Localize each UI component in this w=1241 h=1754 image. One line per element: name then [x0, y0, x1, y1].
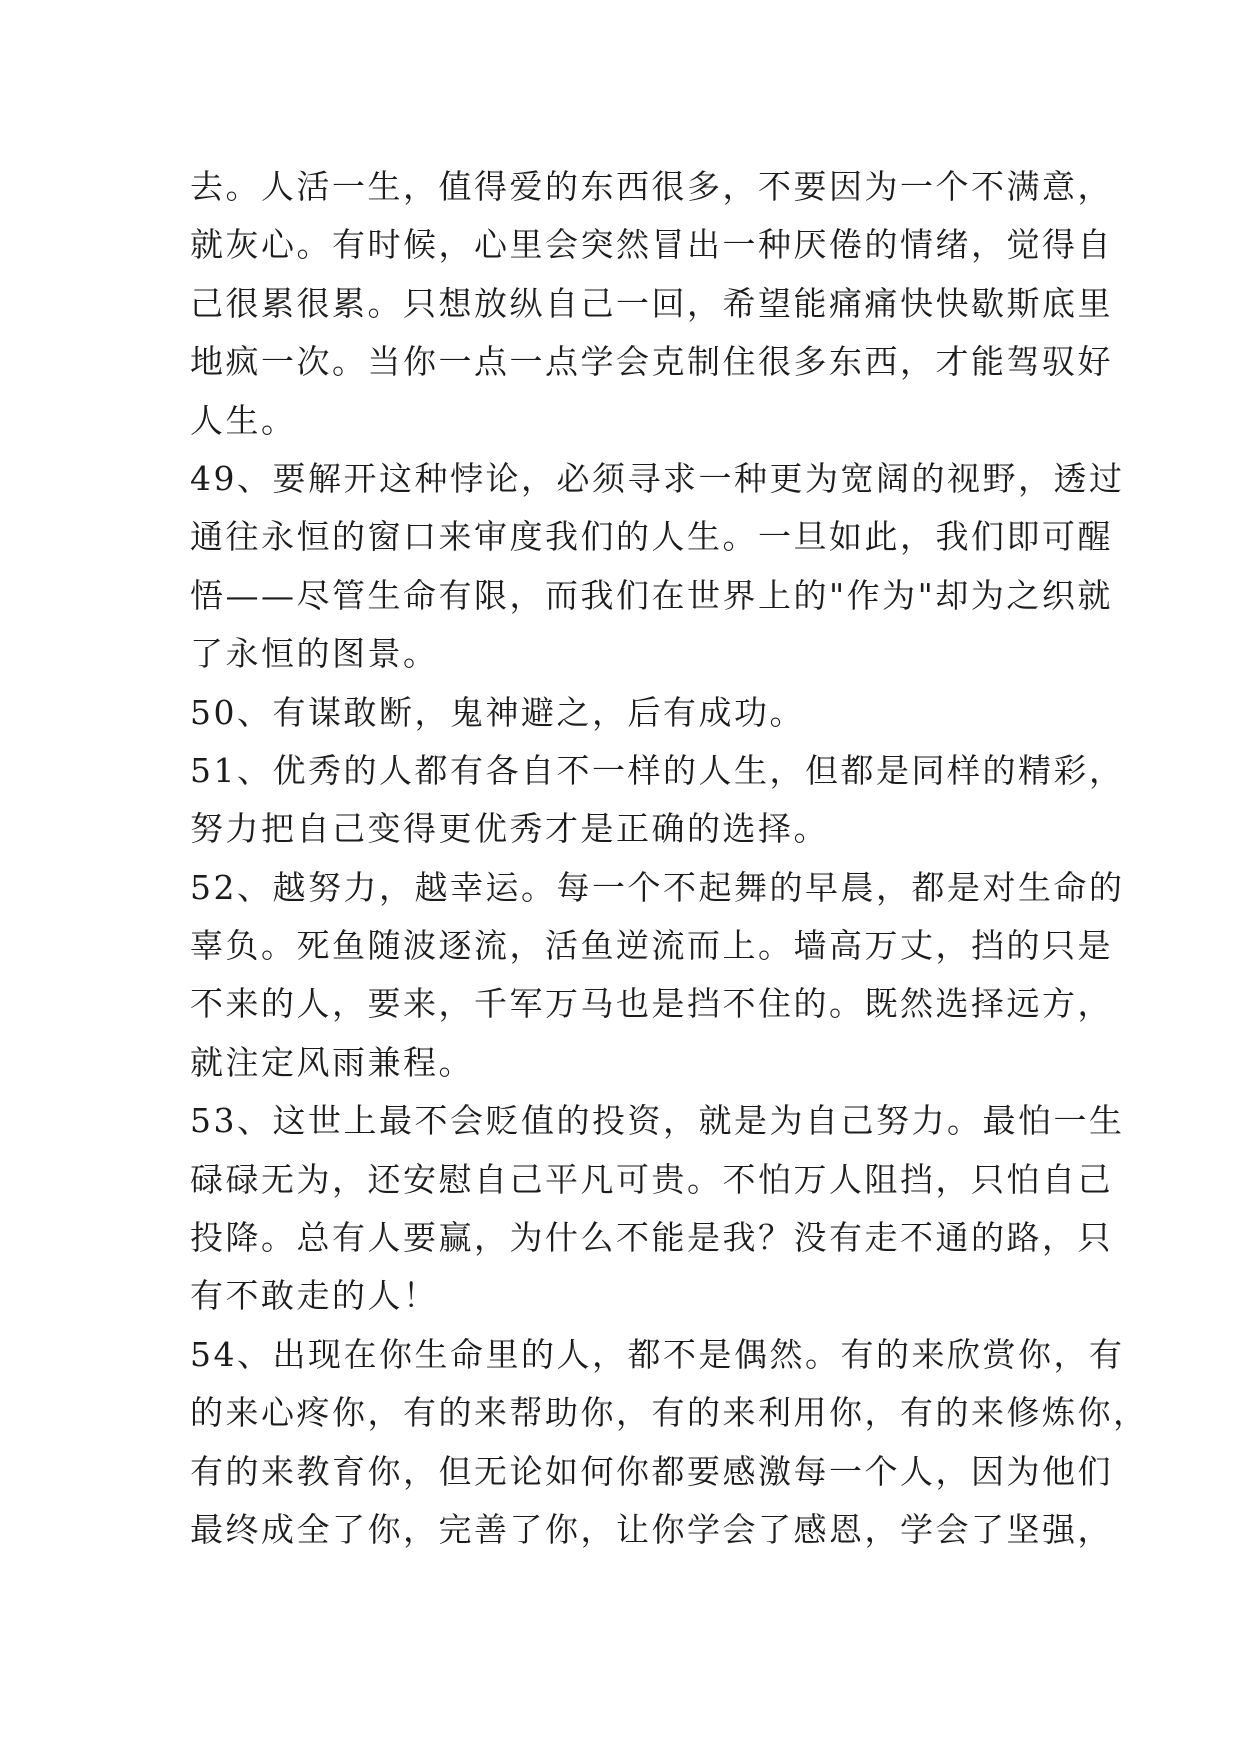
- body-text: [190, 158, 1149, 1559]
- text-line: 努力把自己变得更优秀才是正确的选择。: [190, 809, 829, 849]
- text-line: 悟——尽管生命有限，而我们在世界上的"作为"却为之织就: [190, 575, 1113, 615]
- text-line: 49、要解开这种悖论，必须寻求一种更为宽阔的视野，透过: [190, 458, 1125, 498]
- text-line: 52、越努力，越幸运。每一个不起舞的早晨，都是对生命的: [190, 867, 1125, 907]
- text-line: 51、优秀的人都有各自不一样的人生，但都是同样的精彩，: [190, 750, 1125, 790]
- text-line: 有不敢走的人！: [190, 1276, 439, 1316]
- text-line: 不来的人，要来，千军万马也是挡不住的。既然选择远方，: [190, 984, 1113, 1024]
- text-line: 地疯一次。当你一点一点学会克制住很多东西，才能驾驭好: [190, 342, 1113, 382]
- text-line: 辜负。死鱼随波逐流，活鱼逆流而上。墙高万丈，挡的只是: [190, 926, 1113, 966]
- text-line: 去。人活一生，值得爱的东西很多，不要因为一个不满意，: [190, 167, 1113, 206]
- text-line: 就注定风雨兼程。: [190, 1042, 474, 1082]
- text-line: 54、出现在你生命里的人，都不是偶然。有的来欣赏你，有: [190, 1334, 1125, 1374]
- text-line: 50、有谋敢断，鬼神避之，后有成功。: [190, 692, 805, 732]
- text-line: 就灰心。有时候，心里会突然冒出一种厌倦的情绪，觉得自: [190, 225, 1113, 265]
- text-line: 人生。: [190, 400, 297, 440]
- text-line: 了永恒的图景。: [190, 634, 439, 674]
- text-line: 的来心疼你，有的来帮助你，有的来利用你，有的来修炼你，: [190, 1393, 1149, 1433]
- text-line: 投降。总有人要赢，为什么不能是我？没有走不通的路，只: [190, 1218, 1113, 1258]
- text-line: 有的来教育你，但无论如何你都要感激每一个人，因为他们: [190, 1451, 1113, 1491]
- text-line: 己很累很累。只想放纵自己一回，希望能痛痛快快歇斯底里: [190, 283, 1113, 323]
- text-line: 通往永恒的窗口来审度我们的人生。一旦如此，我们即可醒: [190, 517, 1113, 557]
- text-line: 碌碌无为，还安慰自己平凡可贵。不怕万人阻挡，只怕自己: [190, 1159, 1113, 1199]
- text-line: 53、这世上最不会贬值的投资，就是为自己努力。最怕一生: [190, 1101, 1125, 1141]
- text-line: 最终成全了你，完善了你，让你学会了感恩，学会了坚强，: [190, 1509, 1113, 1549]
